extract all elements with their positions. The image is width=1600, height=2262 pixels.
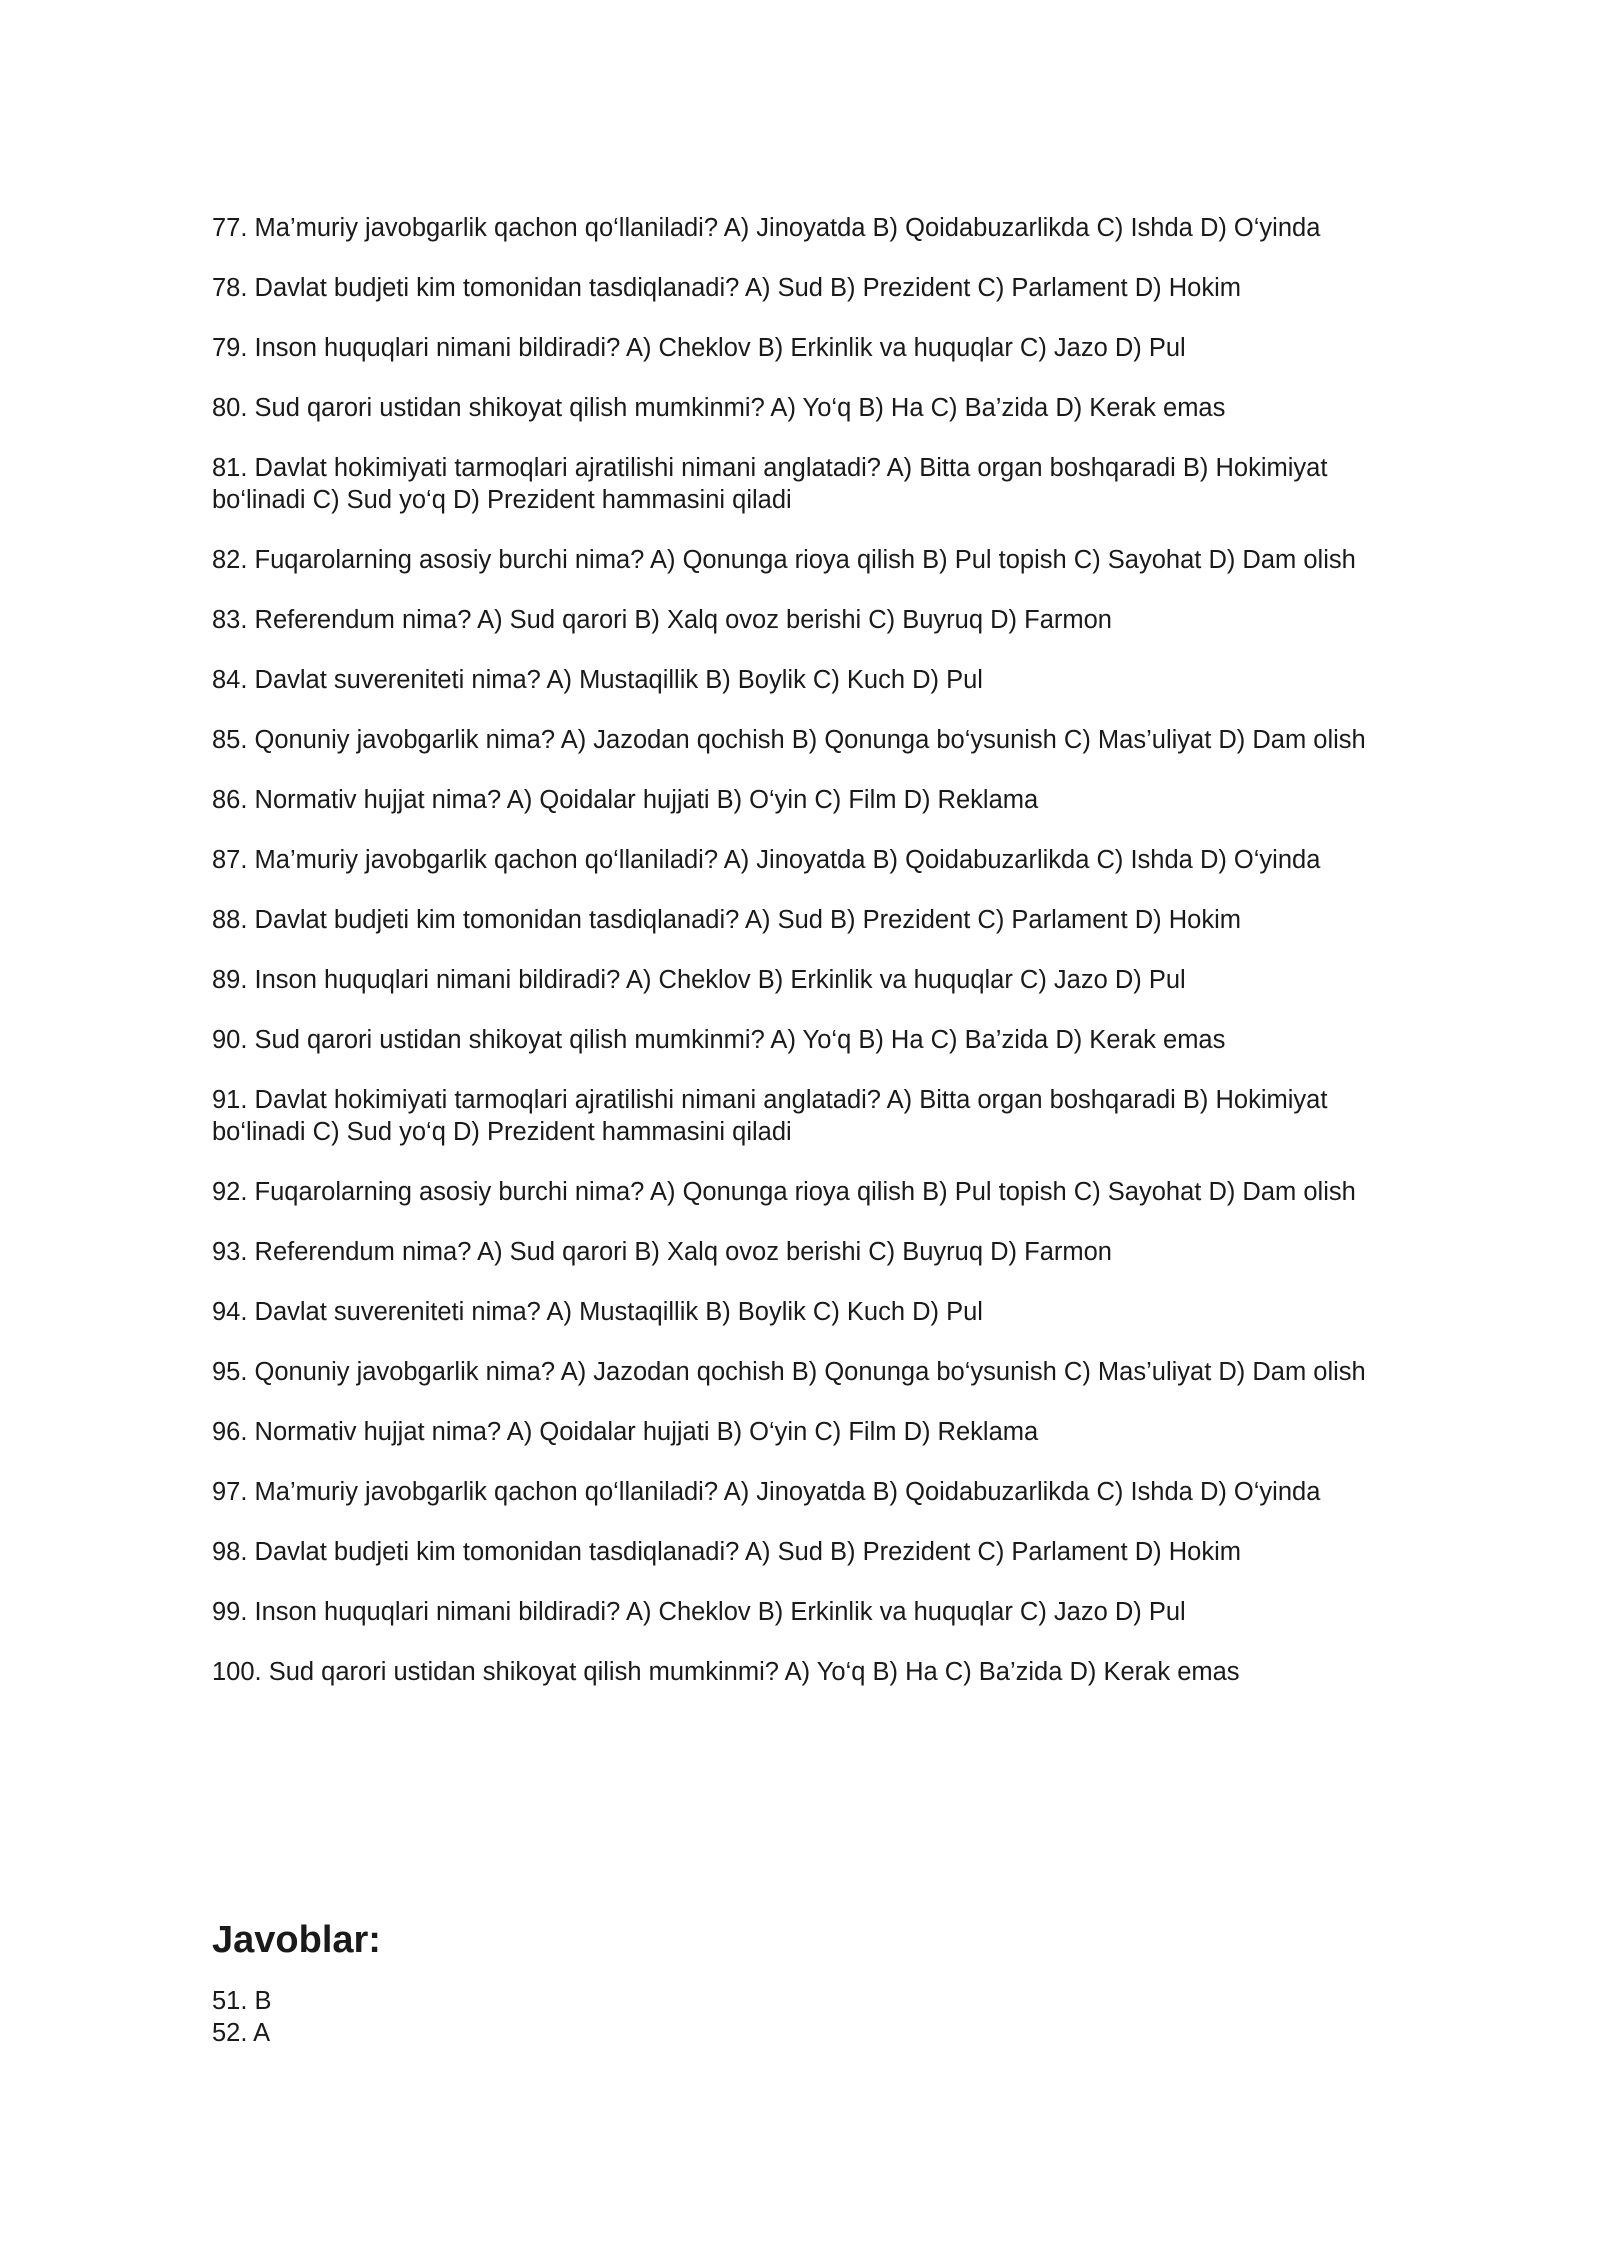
question-item: 85. Qonuniy javobgarlik nima? A) Jazodan qochish B) Qonunga bo‘ysunish C) Mas’uliyat D) Dam olish <box>212 726 1366 754</box>
question-item: 79. Inson huquqlari nimani bildiradi? A) Cheklov B) Erkinlik va huquqlar C) Jazo D) Pul <box>212 334 1186 362</box>
question-item: 88. Davlat budjeti kim tomonidan tasdiqlanadi? A) Sud B) Prezident C) Parlament D) Hokim <box>212 906 1241 934</box>
question-item: 87. Ma’muriy javobgarlik qachon qo‘llaniladi? A) Jinoyatda B) Qoidabuzarlikda C) Ishda D) O‘yinda <box>212 846 1321 874</box>
answer-item: 51. B <box>212 1987 272 2015</box>
question-item: 81. Davlat hokimiyati tarmoqlari ajratilishi nimani anglatadi? A) Bitta organ boshqaradi B) Hokimiyat bo‘linadi C) Sud yo‘q D) Prezident hammasini qiladi <box>212 454 1328 514</box>
question-item: 80. Sud qarori ustidan shikoyat qilish mumkinmi? A) Yo‘q B) Ha C) Ba’zida D) Kerak emas <box>212 394 1226 422</box>
question-item: 97. Ma’muriy javobgarlik qachon qo‘llaniladi? A) Jinoyatda B) Qoidabuzarlikda C) Ishda D) O‘yinda <box>212 1478 1321 1506</box>
question-item: 99. Inson huquqlari nimani bildiradi? A) Cheklov B) Erkinlik va huquqlar C) Jazo D) Pul <box>212 1598 1186 1626</box>
question-list <box>212 212 1412 1716</box>
question-item: 83. Referendum nima? A) Sud qarori B) Xalq ovoz berishi C) Buyruq D) Farmon <box>212 606 1112 634</box>
answer-item: 52. A <box>212 2019 271 2047</box>
question-item: 86. Normativ hujjat nima? A) Qoidalar hujjati B) O‘yin C) Film D) Reklama <box>212 786 1039 814</box>
question-item: 100. Sud qarori ustidan shikoyat qilish mumkinmi? A) Yo‘q B) Ha C) Ba’zida D) Kerak emas <box>212 1658 1240 1686</box>
answers-list <box>212 1985 272 2049</box>
question-item: 89. Inson huquqlari nimani bildiradi? A) Cheklov B) Erkinlik va huquqlar C) Jazo D) Pul <box>212 966 1186 994</box>
question-item: 77. Ma’muriy javobgarlik qachon qo‘llaniladi? A) Jinoyatda B) Qoidabuzarlikda C) Ishda D) O‘yinda <box>212 214 1321 242</box>
question-item: 98. Davlat budjeti kim tomonidan tasdiqlanadi? A) Sud B) Prezident C) Parlament D) Hokim <box>212 1538 1241 1566</box>
question-item: 95. Qonuniy javobgarlik nima? A) Jazodan qochish B) Qonunga bo‘ysunish C) Mas’uliyat D) Dam olish <box>212 1358 1366 1386</box>
question-item: 78. Davlat budjeti kim tomonidan tasdiqlanadi? A) Sud B) Prezident C) Parlament D) Hokim <box>212 274 1241 302</box>
question-item: 82. Fuqarolarning asosiy burchi nima? A) Qonunga rioya qilish B) Pul topish C) Sayohat D) Dam olish <box>212 546 1356 574</box>
question-item: 92. Fuqarolarning asosiy burchi nima? A) Qonunga rioya qilish B) Pul topish C) Sayohat D) Dam olish <box>212 1178 1356 1206</box>
answers-heading: Javoblar: <box>212 1919 381 1961</box>
question-item: 96. Normativ hujjat nima? A) Qoidalar hujjati B) O‘yin C) Film D) Reklama <box>212 1418 1039 1446</box>
question-item: 93. Referendum nima? A) Sud qarori B) Xalq ovoz berishi C) Buyruq D) Farmon <box>212 1238 1112 1266</box>
question-item: 94. Davlat suvereniteti nima? A) Mustaqillik B) Boylik C) Kuch D) Pul <box>212 1298 983 1326</box>
question-item: 84. Davlat suvereniteti nima? A) Mustaqillik B) Boylik C) Kuch D) Pul <box>212 666 983 694</box>
question-item: 90. Sud qarori ustidan shikoyat qilish mumkinmi? A) Yo‘q B) Ha C) Ba’zida D) Kerak emas <box>212 1026 1226 1054</box>
question-item: 91. Davlat hokimiyati tarmoqlari ajratilishi nimani anglatadi? A) Bitta organ boshqaradi B) Hokimiyat bo‘linadi C) Sud yo‘q D) Prezident hammasini qiladi <box>212 1086 1328 1146</box>
